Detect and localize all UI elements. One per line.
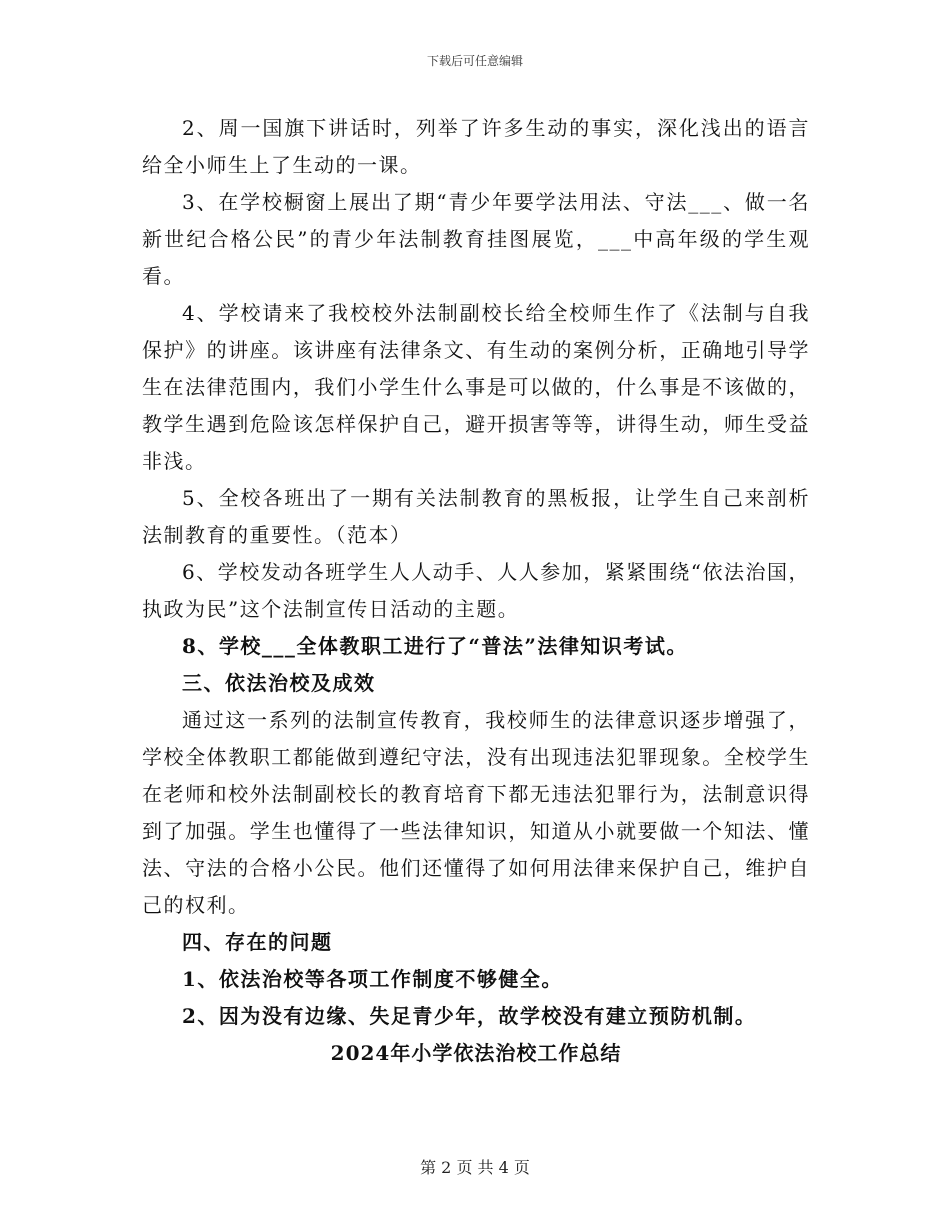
section-heading-4: 四、存在的问题	[182, 930, 333, 954]
paragraph-item-2: 2、周一国旗下讲话时，列举了许多生动的事实，深化浅出的语言给全小师生上了生动的一课。	[142, 116, 810, 177]
document-body	[142, 110, 810, 1072]
paragraph-item-8: 8、学校___全体教职工进行了“普法”法律知识考试。	[182, 634, 688, 658]
paragraph-item-6: 6、学校发动各班学生人人动手、人人参加，紧紧围绕“依法治国，执政为民”这个法制宣传日活动的主题。	[142, 560, 810, 621]
problem-item-1: 1、依法治校等各项工作制度不够健全。	[182, 967, 563, 991]
page-number: 第 2 页 共 4 页	[420, 1158, 530, 1177]
results-paragraph: 通过这一系列的法制宣传教育，我校师生的法律意识逐步增强了，学校全体教职工都能做到遵纪守法，没有出现违法犯罪现象。全校学生在老师和校外法制副校长的教育培育下都无违法犯罪行为，法制意识得到了加强。学生也懂得了一些法律知识，知道从小就要做一个知法、懂法、守法的合格小公民。他们还懂得了如何用法律来保护自己，维护自己的权利。	[142, 708, 810, 917]
paragraph-item-5: 5、全校各班出了一期有关法制教育的黑板报，让学生自己来剖析法制教育的重要性。（范本）	[142, 486, 810, 547]
problem-item-2: 2、因为没有边缘、失足青少年，故学校没有建立预防机制。	[182, 1004, 757, 1028]
section-heading-3: 三、依法治校及成效	[182, 671, 376, 695]
page-header: 下载后可任意编辑	[426, 54, 523, 68]
paragraph-item-3: 3、在学校橱窗上展出了期“青少年要学法用法、守法___、做一名新世纪合格公民”的青少年法制教育挂图展览，___中高年级的学生观看。	[142, 190, 810, 288]
next-document-title: 2024年小学依法治校工作总结	[330, 1041, 622, 1065]
paragraph-item-4: 4、学校请来了我校校外法制副校长给全校师生作了《法制与自我保护》的讲座。该讲座有法律条文、有生动的案例分析，正确地引导学生在法律范围内，我们小学生什么事是可以做的，什么事是不该做的，教学生遇到危险该怎样保护自己，避开损害等等，讲得生动，师生受益非浅。	[142, 301, 810, 473]
